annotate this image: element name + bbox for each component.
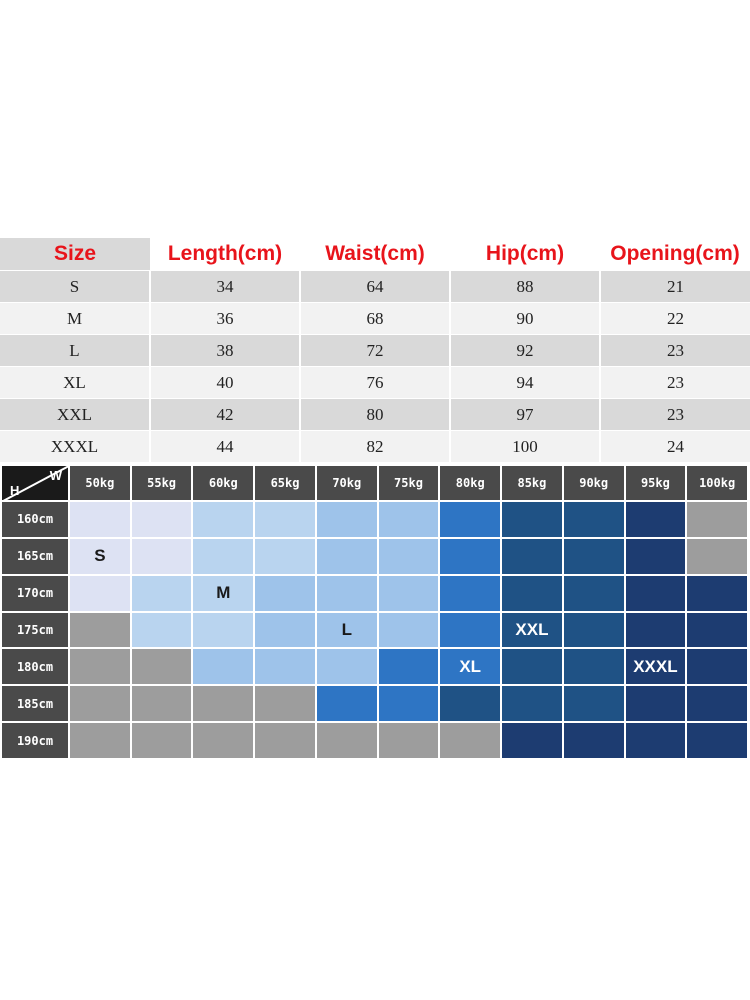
- size-fit-cell: [502, 576, 562, 611]
- size-fit-cell: [193, 502, 253, 537]
- size-cell: XXL: [0, 399, 150, 431]
- weight-column-header: 95kg: [626, 466, 686, 500]
- size-fit-cell: [564, 649, 624, 684]
- waist-cell: 82: [300, 431, 450, 463]
- hip-cell: 90: [450, 303, 600, 335]
- size-fit-cell: [440, 649, 500, 684]
- length-cell: 38: [150, 335, 300, 367]
- size-cell: M: [0, 303, 150, 335]
- length-cell: 34: [150, 271, 300, 303]
- size-fit-cell: [564, 502, 624, 537]
- size-fit-cell: [193, 686, 253, 721]
- size-zone-label: L: [341, 619, 352, 639]
- weight-column-header: 55kg: [132, 466, 192, 500]
- hip-cell: 100: [450, 431, 600, 463]
- size-fit-cell: [132, 686, 192, 721]
- size-zone-label: XXXL: [633, 656, 678, 676]
- size-fit-cell: [564, 613, 624, 648]
- waist-cell: 80: [300, 399, 450, 431]
- size-cell: S: [0, 271, 150, 303]
- size-zone-label: M: [216, 583, 231, 603]
- hip-header: Hip(cm): [450, 238, 600, 271]
- size-fit-cell: [564, 539, 624, 574]
- size-fit-cell: [317, 613, 377, 648]
- length-cell: 42: [150, 399, 300, 431]
- length-cell: 44: [150, 431, 300, 463]
- hip-cell: 94: [450, 367, 600, 399]
- size-fit-cell: [687, 686, 747, 721]
- waist-cell: 76: [300, 367, 450, 399]
- size-fit-cell: [255, 576, 315, 611]
- length-cell: 36: [150, 303, 300, 335]
- size-fit-cell: [70, 649, 130, 684]
- hip-cell: 97: [450, 399, 600, 431]
- table-row: [0, 303, 750, 335]
- size-fit-cell: [626, 502, 686, 537]
- weight-column-header: 70kg: [317, 466, 377, 500]
- size-fit-cell: [193, 723, 253, 758]
- size-fit-cell: [440, 723, 500, 758]
- grid-corner: [2, 466, 68, 500]
- opening-cell: 23: [600, 335, 750, 367]
- height-row-header: 165cm: [2, 539, 68, 574]
- table-row: [0, 367, 750, 399]
- weight-column-header: 85kg: [502, 466, 562, 500]
- size-fit-cell: [626, 539, 686, 574]
- size-fit-cell: [317, 723, 377, 758]
- size-fit-cell: [132, 576, 192, 611]
- size-fit-cell: [132, 539, 192, 574]
- opening-cell: 23: [600, 367, 750, 399]
- size-fit-cell: [255, 539, 315, 574]
- size-fit-cell: [564, 686, 624, 721]
- size-zone-label: XXL: [515, 619, 549, 639]
- size-fit-cell: [70, 539, 130, 574]
- weight-column-header: 90kg: [564, 466, 624, 500]
- waist-cell: 64: [300, 271, 450, 303]
- table-row: [0, 431, 750, 463]
- size-fit-cell: [70, 613, 130, 648]
- height-row-header: 180cm: [2, 649, 68, 684]
- size-fit-cell: [255, 649, 315, 684]
- size-fit-cell: [626, 649, 686, 684]
- opening-cell: 21: [600, 271, 750, 303]
- table-row: [0, 335, 750, 367]
- size-fit-cell: [132, 613, 192, 648]
- waist-header: Waist(cm): [300, 238, 450, 271]
- weight-column-header: 60kg: [193, 466, 253, 500]
- size-cell: XXXL: [0, 431, 150, 463]
- size-table-header-row: [0, 238, 750, 271]
- opening-header: Opening(cm): [600, 238, 750, 271]
- hip-cell: 92: [450, 335, 600, 367]
- size-fit-cell: [502, 613, 562, 648]
- size-table: [0, 238, 750, 462]
- size-fit-cell: [193, 576, 253, 611]
- weight-column-header: 75kg: [379, 466, 439, 500]
- size-fit-cell: [687, 539, 747, 574]
- size-fit-cell: [502, 686, 562, 721]
- height-row-header: 160cm: [2, 502, 68, 537]
- size-fit-cell: [132, 649, 192, 684]
- size-fit-cell: [255, 686, 315, 721]
- size-fit-cell: [687, 613, 747, 648]
- size-fit-cell: [193, 649, 253, 684]
- size-fit-cell: [255, 723, 315, 758]
- weight-column-header: 50kg: [70, 466, 130, 500]
- size-fit-cell: [132, 502, 192, 537]
- height-row-header: 170cm: [2, 576, 68, 611]
- size-fit-cell: [502, 649, 562, 684]
- size-header: Size: [0, 238, 150, 271]
- size-fit-cell: [379, 649, 439, 684]
- weight-column-header: 80kg: [440, 466, 500, 500]
- waist-cell: 68: [300, 303, 450, 335]
- size-fit-cell: [626, 613, 686, 648]
- size-fit-cell: [317, 576, 377, 611]
- height-axis-label: H: [10, 483, 20, 498]
- size-fit-cell: [502, 723, 562, 758]
- size-fit-cell: [70, 723, 130, 758]
- size-fit-cell: [317, 502, 377, 537]
- waist-cell: 72: [300, 335, 450, 367]
- size-fit-cell: [687, 502, 747, 537]
- size-fit-cell: [502, 502, 562, 537]
- size-fit-cell: [255, 613, 315, 648]
- size-fit-cell: [379, 686, 439, 721]
- size-fit-cell: [626, 576, 686, 611]
- size-fit-cell: [70, 502, 130, 537]
- size-fit-cell: [626, 723, 686, 758]
- size-fit-cell: [440, 613, 500, 648]
- opening-cell: 23: [600, 399, 750, 431]
- size-fit-cell: [440, 502, 500, 537]
- size-fit-cell: [193, 539, 253, 574]
- length-header: Length(cm): [150, 238, 300, 271]
- size-fit-cell: [132, 723, 192, 758]
- height-weight-fit-grid: [2, 466, 747, 758]
- size-fit-cell: [379, 613, 439, 648]
- size-fit-cell: [379, 723, 439, 758]
- height-row-header: 175cm: [2, 613, 68, 648]
- size-cell: L: [0, 335, 150, 367]
- weight-column-header: 100kg: [687, 466, 747, 500]
- size-fit-cell: [70, 686, 130, 721]
- table-row: [0, 271, 750, 303]
- size-fit-cell: [687, 723, 747, 758]
- height-row-header: 185cm: [2, 686, 68, 721]
- weight-axis-label: W: [49, 468, 62, 483]
- size-fit-cell: [626, 686, 686, 721]
- size-fit-cell: [379, 576, 439, 611]
- size-fit-cell: [440, 576, 500, 611]
- size-fit-cell: [440, 686, 500, 721]
- size-cell: XL: [0, 367, 150, 399]
- size-zone-label: S: [94, 546, 106, 566]
- height-row-header: 190cm: [2, 723, 68, 758]
- opening-cell: 22: [600, 303, 750, 335]
- size-zone-label: XL: [459, 656, 482, 676]
- size-fit-cell: [502, 539, 562, 574]
- table-row: [0, 399, 750, 431]
- size-fit-cell: [317, 649, 377, 684]
- weight-column-header: 65kg: [255, 466, 315, 500]
- hip-cell: 88: [450, 271, 600, 303]
- size-fit-cell: [564, 723, 624, 758]
- size-fit-cell: [564, 576, 624, 611]
- size-fit-cell: [193, 613, 253, 648]
- size-fit-cell: [440, 539, 500, 574]
- size-fit-cell: [317, 686, 377, 721]
- size-fit-cell: [70, 576, 130, 611]
- size-fit-cell: [379, 502, 439, 537]
- opening-cell: 24: [600, 431, 750, 463]
- length-cell: 40: [150, 367, 300, 399]
- size-fit-cell: [317, 539, 377, 574]
- size-fit-cell: [255, 502, 315, 537]
- size-fit-cell: [687, 576, 747, 611]
- size-fit-cell: [687, 649, 747, 684]
- size-fit-cell: [379, 539, 439, 574]
